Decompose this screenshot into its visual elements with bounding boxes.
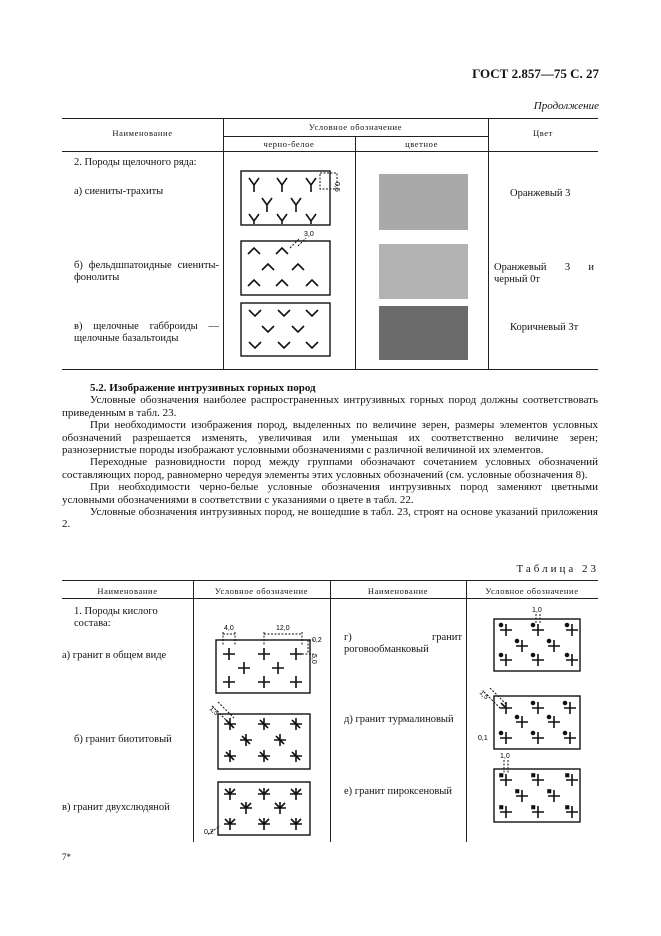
paragraph-4: При необходимости черно-белые условные обозначения интрузивных пород заменяют цветными условными обозначениями в соответствии с указаниями о цвете в табл. 22. (62, 481, 598, 506)
color-name-gabbroids: Коричневый 3т (510, 322, 579, 333)
dim-a-corner: 0,2 (312, 637, 322, 644)
row-name-gabbroids: в) щелочные габброиды — щелочные базальтоиды (74, 321, 219, 344)
footer-mark: 7* (62, 852, 71, 862)
t23-row-granite-general: а) гранит в общем виде (62, 650, 167, 661)
paragraph-2: При необходимости изображения пород, выделенных по величине зерен, размеры элементов условных обозначений разрешается изменять, увеличивая или уменьшая их соответственно величине зерен; разнозернистые породы изображают условными обозначениями с различной величиной их элементов. (62, 419, 598, 457)
col-header-bw: черно-белое (263, 139, 315, 149)
t23-header-name-2: Наименование (367, 586, 429, 596)
symbol-granite-tourmaline (476, 688, 586, 752)
dim-feldspathoid: 3,0 (304, 231, 314, 238)
t23-row-granite-tourmaline: д) гранит турмалиновый (344, 714, 454, 725)
col-header-name: Наименование (112, 128, 173, 138)
symbol-granite-two-mica (200, 776, 324, 840)
symbol-feldspathoid (238, 226, 348, 298)
group-title-alkaline: 2. Породы щелочного ряда: (74, 157, 197, 168)
symbol-granite-biotite (204, 700, 328, 772)
t23-row-granite-hornblende: г) гранит роговообманковый (344, 632, 462, 655)
dim-e-top: 1,0 (500, 753, 510, 760)
symbol-granite-general (204, 618, 328, 696)
dim-d-side: 0,1 (478, 735, 488, 742)
t23-row-granite-biotite: б) гранит биотитовый (74, 734, 172, 745)
dim-b-corner: 1,5 (207, 705, 220, 718)
color-swatch-gabbroids (379, 306, 468, 360)
dim-syenites: 0,5 (333, 182, 340, 192)
symbol-syenites (238, 166, 348, 230)
col-header-symbol: Условное обозначение (308, 122, 403, 132)
paragraph-5: Условные обозначения интрузивных пород, не вошедшие в табл. 23, строят на основе указаний приложения 2. (62, 506, 598, 531)
page-header: ГОСТ 2.857—75 С. 27 (472, 66, 599, 81)
table-caption: Таблица 23 (516, 563, 599, 575)
paragraph-3: Переходные разновидности пород между группами обозначают сочетанием условных обозначений составляющих пород, равномерно чередуя элементы этих условных обозначений (см. условные обозначения 8). (62, 456, 598, 481)
dim-a-left: 4,0 (224, 625, 234, 632)
color-swatch-syenites (379, 174, 468, 230)
row-name-syenites: а) сиениты-трахиты (74, 186, 164, 197)
col-header-color-symbol: цветное (405, 139, 438, 149)
dim-g-top: 1,0 (532, 607, 542, 614)
dim-v-corner: 0,2 (204, 829, 214, 836)
color-swatch-feldspathoid (379, 244, 468, 299)
t23-header-symbol-2: Условное обозначение (485, 586, 579, 596)
continuation-label: Продолжение (533, 100, 599, 112)
symbol-gabbroids (238, 300, 338, 360)
section-text (62, 382, 598, 531)
dim-a-top: 12,0 (276, 625, 290, 632)
t23-header-name-1: Наименование (97, 586, 158, 596)
dim-a-side: 5,0 (310, 654, 317, 664)
symbol-granite-pyroxene (486, 752, 586, 826)
t23-header-symbol-1: Условное обозначение (214, 586, 309, 596)
color-name-feldspathoid: Оранжевый 3 и черный 0т (494, 262, 594, 285)
col-header-color: Цвет (533, 128, 553, 138)
row-name-feldspathoid: б) фельдшпатоидные сиениты-фонолиты (74, 260, 219, 283)
paragraph-1: Условные обозначения наиболее распространенных интрузивных горных пород должны соответствовать приведенным в табл. 23. (62, 394, 598, 419)
t23-row-granite-pyroxene: е) гранит пироксеновый (344, 786, 452, 797)
symbol-granite-hornblende (486, 604, 586, 674)
t23-row-granite-two-mica: в) гранит двухслюдяной (62, 802, 170, 813)
t23-group-title: 1. Породы кислого состава: (74, 606, 158, 629)
dim-d-corner: 1,5 (477, 689, 490, 702)
color-name-syenites: Оранжевый 3 (510, 188, 571, 199)
section-heading: 5.2. Изображение интрузивных горных пород (90, 382, 316, 394)
